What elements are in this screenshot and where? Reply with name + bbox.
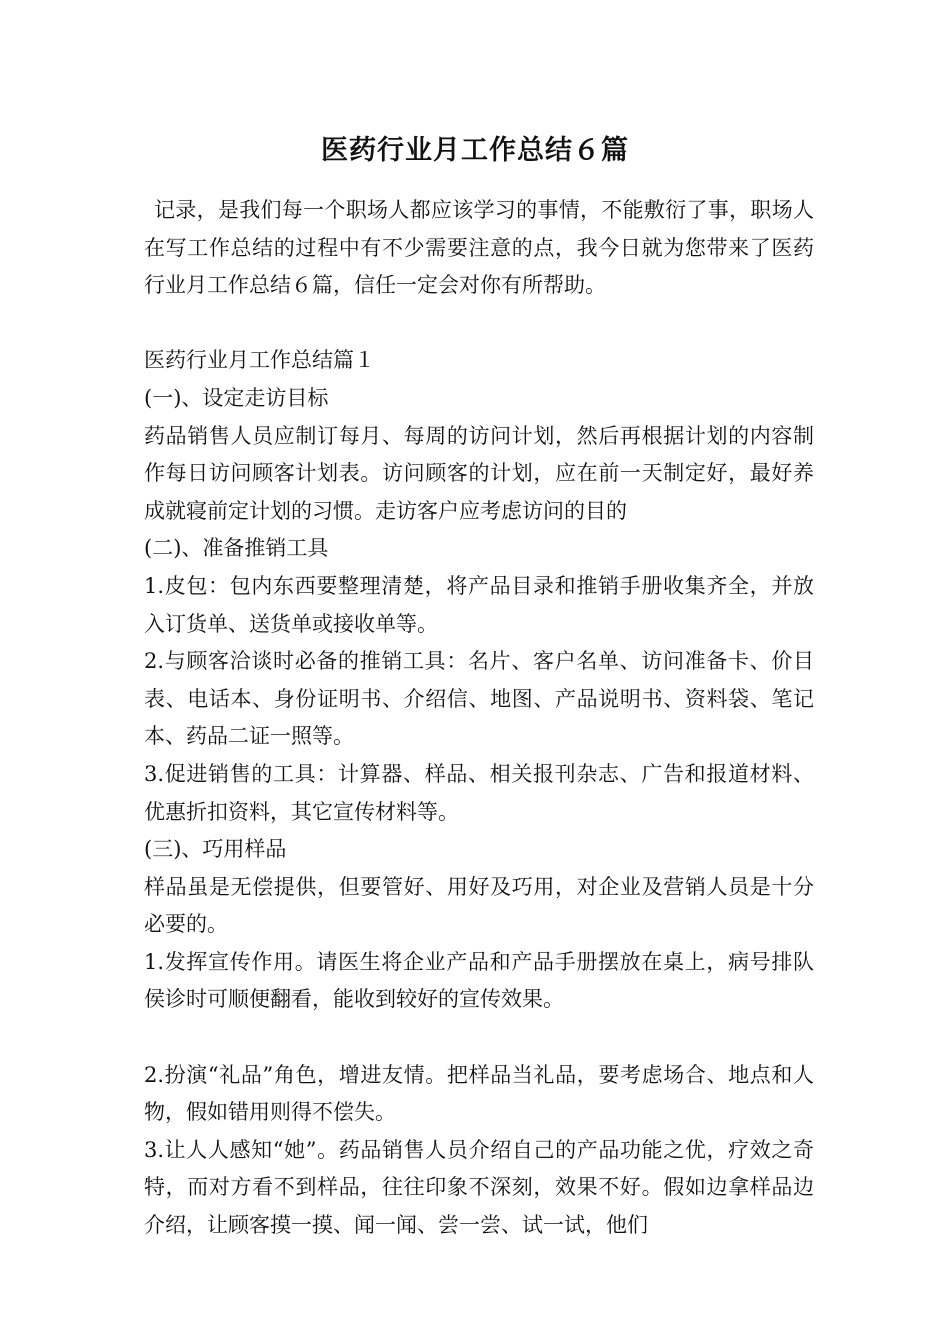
list-item: 3.促进销售的工具：计算器、样品、相关报刊杂志、广告和报道材料、优惠折扣资料，其它宣传材料等。 (144, 761, 814, 824)
paragraph-spacer (144, 1019, 814, 1057)
list-item: 2.扮演“礼品”角色，增进友情。把样品当礼品，要考虑场合、地点和人物，假如错用则得不偿失。 (144, 1062, 814, 1125)
list-item: 1.皮包：包内东西要整理清楚，将产品目录和推销手册收集齐全，并放入订货单、送货单或接收单等。 (144, 573, 814, 636)
list-item: 1.发挥宣传作用。请医生将企业产品和产品手册摆放在桌上，病号排队侯诊时可顺便翻看，能收到较好的宣传效果。 (144, 949, 814, 1012)
body-paragraph: 药品销售人员应制订每月、每周的访问计划，然后再根据计划的内容制作每日访问顾客计划表。访问顾客的计划，应在前一天制定好，最好养成就寝前定计划的习惯。走访客户应考虑访问的目的 (144, 423, 814, 523)
list-item: 2.与顾客洽谈时必备的推销工具：名片、客户名单、访问准备卡、价目表、电话本、身份证明书、介绍信、地图、产品说明书、资料袋、笔记本、药品二证一照等。 (144, 649, 814, 749)
subsection-heading: (二)、准备推销工具 (144, 536, 329, 561)
section-heading: 医药行业月工作总结篇１ (144, 348, 375, 373)
subsection-heading: (一)、设定走访目标 (144, 385, 329, 410)
document-title: 医药行业月工作总结６篇 (321, 135, 629, 166)
list-item: 3.让人人感知“她”。药品销售人员介绍自己的产品功能之优，疗效之奇特，而对方看不到样品，往往印象不深刻，效果不好。假如边拿样品边介绍，让顾客摸一摸、闻一闻、尝一尝、试一试，他们 (144, 1137, 814, 1238)
intro-paragraph: 记录，是我们每一个职场人都应该学习的事情，不能敷衍了事，职场人在写工作总结的过程中有不少需要注意的点，我今日就为您带来了医药行业月工作总结６篇，信任一定会对你有所帮助。 (144, 198, 814, 298)
subsection-heading: (三)、巧用样品 (144, 837, 287, 862)
document-body (144, 192, 814, 1245)
paragraph-spacer (144, 305, 814, 343)
body-paragraph: 样品虽是无偿提供，但要管好、用好及巧用，对企业及营销人员是十分必要的。 (144, 874, 814, 937)
